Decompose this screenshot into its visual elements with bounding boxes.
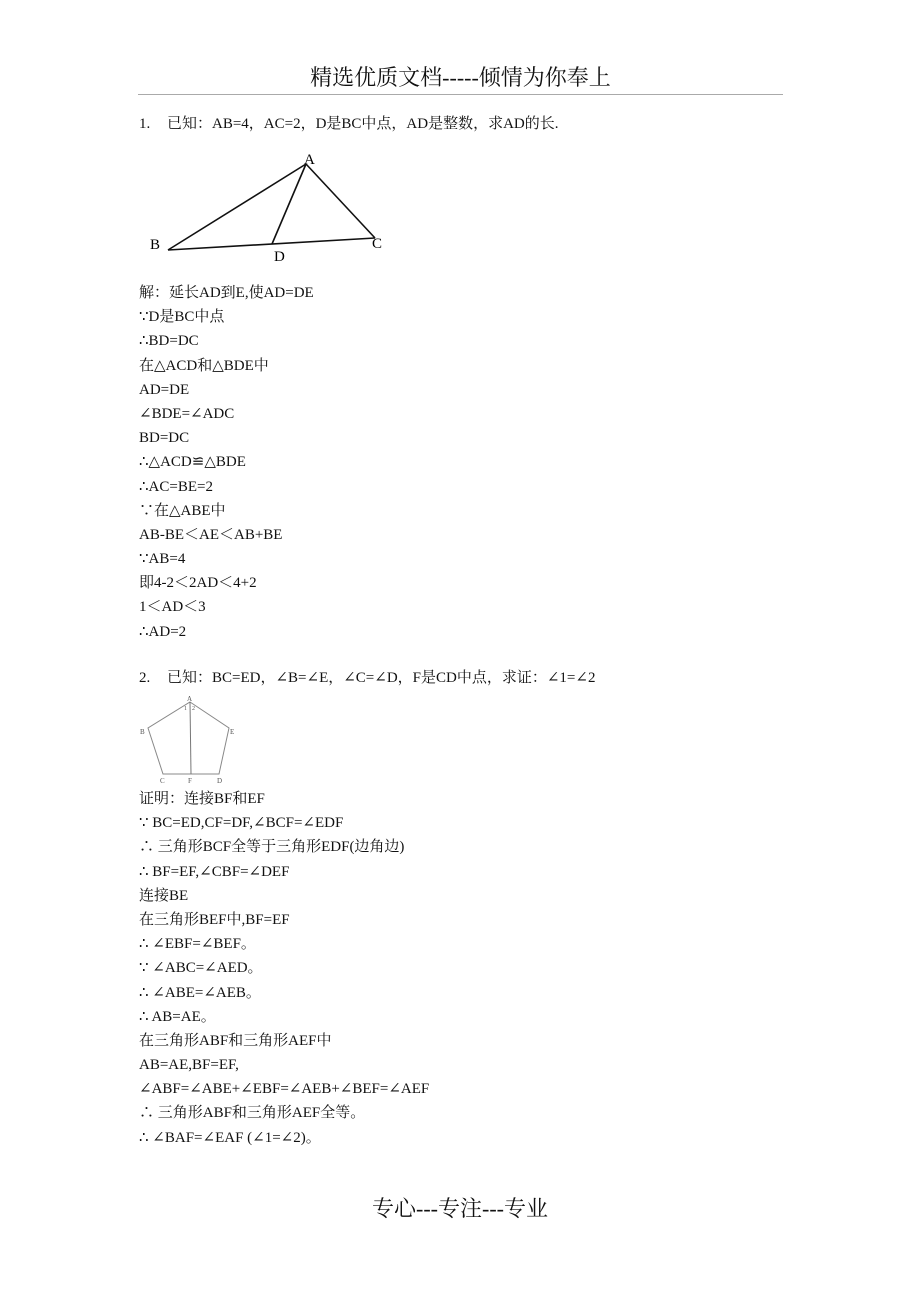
problem-1-text: 已知：AB=4，AC=2，D是BC中点，AD是整数，求AD的长.	[167, 116, 559, 132]
proof-line: ∵ ∠ABC=∠AED。	[139, 960, 263, 977]
proof-line: ∴ 三角形BCF全等于三角形EDF(边角边)	[139, 839, 405, 856]
label-C: C	[372, 236, 383, 252]
label-A: A	[304, 152, 315, 168]
solution-line: ∠BDE=∠ADC	[139, 405, 235, 422]
solution-line: 即4-2＜2AD＜4+2	[139, 575, 257, 592]
proof-line: ∠ABF=∠ABE+∠EBF=∠AEB+∠BEF=∠AEF	[139, 1081, 430, 1098]
segment-AF	[190, 702, 191, 774]
proof-line: AB=AE,BF=EF,	[139, 1057, 239, 1074]
segment-BC	[168, 238, 375, 250]
solution-line: BD=DC	[139, 430, 190, 447]
proof-line: ∴ BF=EF,∠CBF=∠DEF	[139, 863, 290, 880]
proof-line: ∴ 三角形ABF和三角形AEF全等。	[139, 1105, 366, 1122]
solution-line: 解：延长AD到E,使AD=DE	[139, 285, 314, 301]
segment-AC	[306, 164, 375, 238]
label-E: E	[230, 728, 235, 736]
label-D: D	[274, 249, 285, 265]
solution-line: ∵在△ABE中	[139, 502, 226, 519]
solution-line: AD=DE	[139, 381, 190, 398]
solution-line: ∵AB=4	[139, 551, 186, 568]
triangle-figure	[140, 148, 400, 268]
solution-line: ∴BD=DC	[139, 333, 199, 350]
solution-line: ∴AD=2	[139, 623, 187, 640]
solution-line: 1＜AD＜3	[139, 599, 206, 616]
solution-line: ∴AC=BE=2	[139, 478, 213, 495]
solution-line: ∴△ACD≌△BDE	[139, 454, 246, 471]
label-B: B	[150, 237, 161, 253]
solution-line: AB-BE＜AE＜AB+BE	[139, 526, 283, 543]
label-F: F	[188, 777, 192, 784]
proof-line: ∴ ∠BAF=∠EAF (∠1=∠2)。	[139, 1129, 321, 1146]
label-D: D	[217, 777, 223, 784]
problem-2-number: 2.	[139, 670, 151, 686]
problem-1-statement	[139, 114, 559, 134]
solution-line: 在△ACD和△BDE中	[139, 357, 269, 374]
page-footer: 专心---专注---专业	[372, 1196, 548, 1221]
problem-1-solution	[139, 281, 314, 644]
proof-line: 在三角形ABF和三角形AEF中	[139, 1032, 332, 1049]
solution-line: ∵D是BC中点	[139, 309, 225, 326]
label-A: A	[187, 695, 193, 703]
proof-line: ∴ ∠ABE=∠AEB。	[139, 984, 261, 1001]
proof-line: ∴ AB=AE。	[139, 1008, 216, 1025]
proof-line: ∴ ∠EBF=∠BEF。	[139, 936, 256, 953]
segment-AD	[272, 164, 306, 244]
label-2: 2	[192, 706, 195, 712]
label-1: 1	[184, 706, 187, 712]
pentagon-figure	[138, 694, 242, 784]
proof-line: ∵ BC=ED,CF=DF,∠BCF=∠EDF	[139, 815, 344, 832]
problem-2-statement	[139, 668, 595, 688]
problem-2-proof	[139, 787, 429, 1150]
page-header: 精选优质文档-----倾情为你奉上	[138, 62, 783, 95]
segment-AB	[168, 164, 306, 250]
label-C: C	[160, 777, 165, 784]
proof-line: 证明：连接BF和EF	[139, 791, 265, 807]
problem-1-number: 1.	[139, 116, 151, 132]
pentagon-outline	[148, 702, 229, 774]
label-B: B	[140, 728, 145, 736]
proof-line: 在三角形BEF中,BF=EF	[139, 911, 290, 928]
problem-2-text: 已知：BC=ED，∠B=∠E，∠C=∠D，F是CD中点，求证：∠1=∠2	[167, 670, 596, 686]
proof-line: 连接BE	[139, 887, 189, 904]
